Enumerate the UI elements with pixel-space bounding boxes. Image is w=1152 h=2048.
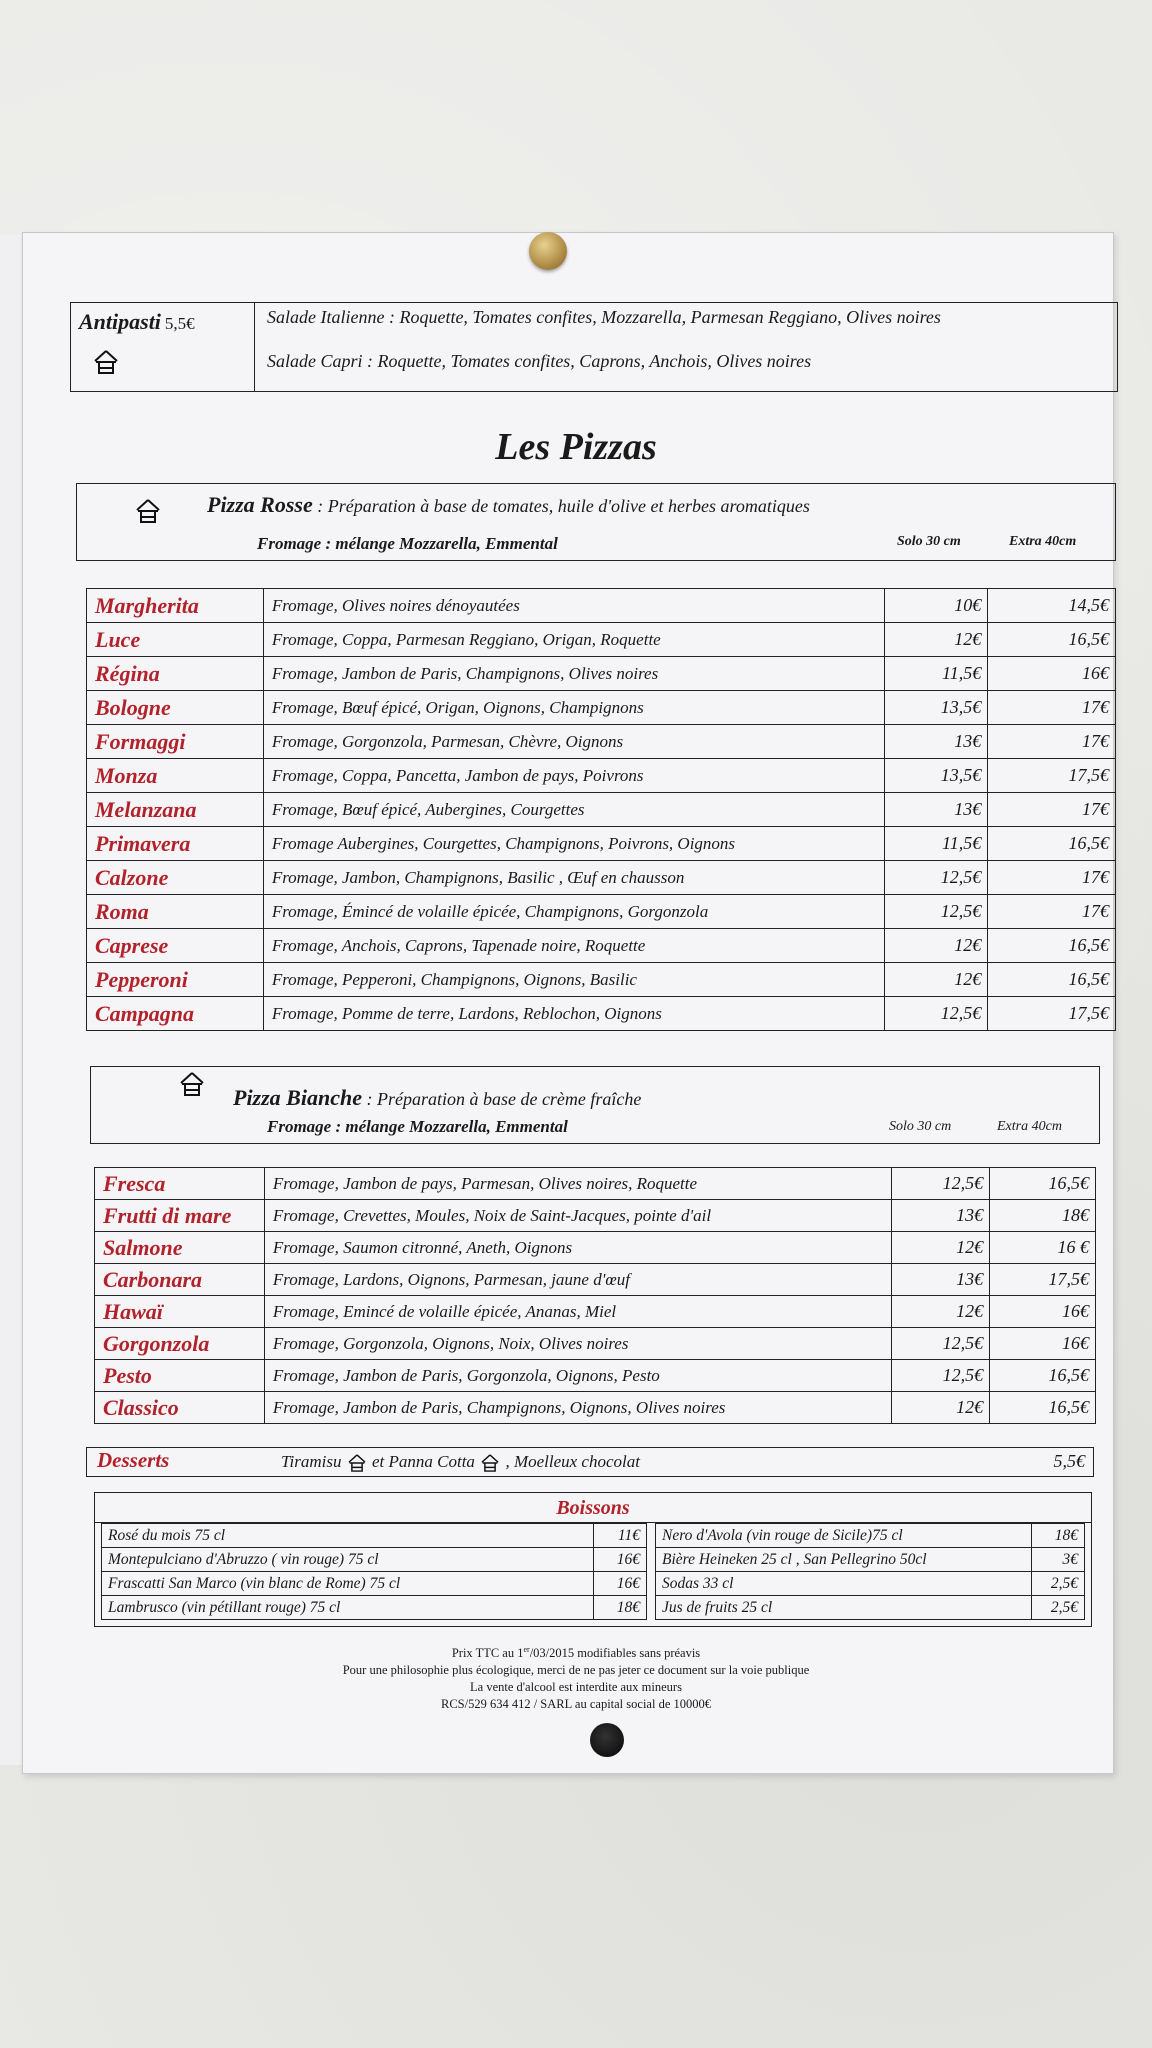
pizza-name: Primavera [87,827,264,861]
price-solo: 12,5€ [885,997,988,1031]
drink-row [656,1572,1085,1596]
price-extra: 17,5€ [990,1264,1096,1296]
price-extra: 16,5€ [990,1360,1096,1392]
drink-name: Frascatti San Marco (vin blanc de Rome) 75 cl [102,1572,594,1596]
drink-price: 18€ [1032,1524,1085,1548]
pizza-name: Gorgonzola [95,1328,265,1360]
pizza-ingredients: Fromage, Jambon de Paris, Champignons, Olives noires [263,657,885,691]
pizza-row [87,657,1116,691]
price-solo: 12,5€ [892,1360,990,1392]
rosse-cheese: Fromage : mélange Mozzarella, Emmental [257,534,558,553]
price-extra: 17€ [988,861,1116,895]
drink-name: Rosé du mois 75 cl [102,1524,594,1548]
pizza-name: Pepperoni [87,963,264,997]
footer-alcohol-note: La vente d'alcool est interdite aux mineurs [470,1680,682,1695]
rosse-description: : Préparation à base de tomates, huile d'olive et herbes aromatiques [317,496,810,516]
vegetarian-icon [91,349,121,375]
drink-row [102,1572,647,1596]
bianche-cheese: Fromage : mélange Mozzarella, Emmental [267,1117,568,1136]
pizza-ingredients: Fromage, Pomme de terre, Lardons, Reblochon, Oignons [263,997,885,1031]
footer-price-note: Prix TTC au 1er/03/2015 modifiables sans préavis [451,1645,701,1661]
pizza-name: Pesto [95,1360,265,1392]
price-extra: 16€ [988,657,1116,691]
price-extra: 14,5€ [988,589,1116,623]
price-solo: 13,5€ [885,759,988,793]
pizza-row [87,929,1116,963]
price-extra: 16,5€ [988,827,1116,861]
price-extra: 17€ [988,895,1116,929]
pizza-name: Luce [87,623,264,657]
price-solo: 10€ [885,589,988,623]
pizza-ingredients: Fromage, Olives noires dénoyautées [263,589,885,623]
price-extra: 16,5€ [990,1168,1096,1200]
price-extra: 17€ [988,793,1116,827]
footer [0,1641,1152,1713]
pizza-row [95,1200,1096,1232]
drink-row [102,1524,647,1548]
pin-hole [590,1723,624,1757]
pizza-name: Caprese [87,929,264,963]
pizza-name: Calzone [87,861,264,895]
pizza-ingredients: Fromage, Émincé de volaille épicée, Champignons, Gorgonzola [263,895,885,929]
price-solo: 13,5€ [885,691,988,725]
desserts-price: 5,5€ [1053,1451,1085,1471]
drink-row [656,1548,1085,1572]
drink-row [102,1548,647,1572]
drink-name: Nero d'Avola (vin rouge de Sicile)75 cl [656,1524,1032,1548]
price-solo: 13€ [885,793,988,827]
pizza-name: Roma [87,895,264,929]
price-solo: 12,5€ [885,861,988,895]
pizza-ingredients: Fromage, Saumon citronné, Aneth, Oignons [264,1232,891,1264]
price-extra: 16 € [990,1232,1096,1264]
desserts-title: Desserts [97,1448,170,1472]
price-extra: 16€ [990,1296,1096,1328]
pizza-ingredients: Fromage, Jambon de Paris, Champignons, Oignons, Olives noires [264,1392,891,1424]
pizza-row [95,1360,1096,1392]
bianche-name: Pizza Bianche [233,1085,362,1110]
drinks-box [94,1492,1092,1627]
pizza-name: Monza [87,759,264,793]
pizza-row [87,623,1116,657]
drink-price: 16€ [594,1572,647,1596]
pizza-row [87,691,1116,725]
pizza-ingredients: Fromage, Crevettes, Moules, Noix de Saint-Jacques, pointe d'ail [264,1200,891,1232]
drink-price: 3€ [1032,1548,1085,1572]
pizza-name: Carbonara [95,1264,265,1296]
price-solo: 12€ [892,1232,990,1264]
pizza-row [95,1328,1096,1360]
drink-price: 16€ [594,1548,647,1572]
pizza-row [95,1264,1096,1296]
pizza-ingredients: Fromage, Anchois, Caprons, Tapenade noire, Roquette [263,929,885,963]
antipasti-item: Salade Capri : Roquette, Tomates confites, Caprons, Anchois, Olives noires [267,351,812,371]
price-solo: 13€ [892,1200,990,1232]
drink-name: Bière Heineken 25 cl , San Pellegrino 50cl [656,1548,1032,1572]
vegetarian-icon [177,1071,207,1097]
bianche-size-solo: Solo 30 cm [889,1119,952,1134]
drink-row [656,1596,1085,1620]
thumbtack-icon [529,232,567,270]
bianche-size-extra: Extra 40cm [997,1119,1062,1134]
rosse-size-extra: Extra 40cm [1009,534,1077,549]
pizza-name: Melanzana [87,793,264,827]
price-solo: 13€ [885,725,988,759]
price-extra: 16,5€ [988,623,1116,657]
pizza-row [87,963,1116,997]
price-extra: 16,5€ [988,929,1116,963]
desserts-items [281,1452,640,1473]
antipasti-box [70,302,1118,392]
price-solo: 12€ [892,1392,990,1424]
footer-company-info: RCS/529 634 412 / SARL au capital social de 10000€ [440,1697,711,1712]
pizza-row [87,861,1116,895]
pizza-ingredients: Fromage, Bœuf épicé, Aubergines, Courgettes [263,793,885,827]
pizza-name: Margherita [87,589,264,623]
vegetarian-icon [133,498,163,524]
price-solo: 12€ [885,623,988,657]
vegetarian-icon [479,1453,501,1473]
pizza-row [87,895,1116,929]
rosse-size-solo: Solo 30 cm [897,534,961,549]
pizza-ingredients: Fromage, Jambon, Champignons, Basilic , Œuf en chausson [263,861,885,895]
price-solo: 13€ [892,1264,990,1296]
pizza-ingredients: Fromage, Emincé de volaille épicée, Ananas, Miel [264,1296,891,1328]
dessert-tiramisu: Tiramisu [281,1452,342,1471]
pizza-ingredients: Fromage, Jambon de pays, Parmesan, Olives noires, Roquette [264,1168,891,1200]
price-solo: 11,5€ [885,657,988,691]
drink-name: Lambrusco (vin pétillant rouge) 75 cl [102,1596,594,1620]
pizza-name: Classico [95,1392,265,1424]
drink-row [102,1596,647,1620]
pizza-name: Salmone [95,1232,265,1264]
pizza-row [87,589,1116,623]
drink-row [656,1524,1085,1548]
antipasti-price: 5,5€ [164,314,195,333]
pizza-row [87,759,1116,793]
drink-price: 11€ [594,1524,647,1548]
bianche-header-box [90,1066,1100,1144]
drink-name: Sodas 33 cl [656,1572,1032,1596]
drink-price: 2,5€ [1032,1572,1085,1596]
rosse-header-box [76,483,1116,561]
rosse-name: Pizza Rosse [207,492,313,517]
drinks-title: Boissons [95,1493,1091,1523]
footer-eco-note: Pour une philosophie plus écologique, merci de ne pas jeter ce document sur la voie publique [342,1663,810,1678]
antipasti-title: Antipasti 5,5€ [79,309,195,334]
price-extra: 17,5€ [988,997,1116,1031]
pizza-ingredients: Fromage, Jambon de Paris, Gorgonzola, Oignons, Pesto [264,1360,891,1392]
drink-name: Montepulciano d'Abruzzo ( vin rouge) 75 cl [102,1548,594,1572]
bianche-pizza-table [94,1167,1096,1424]
rosse-pizza-table [86,588,1116,1031]
pizza-row [95,1232,1096,1264]
pizza-name: Fresca [95,1168,265,1200]
price-extra: 16,5€ [990,1392,1096,1424]
pizza-ingredients: Fromage, Bœuf épicé, Origan, Oignons, Champignons [263,691,885,725]
page-title: Les Pizzas [495,426,657,468]
pizza-ingredients: Fromage, Coppa, Pancetta, Jambon de pays, Poivrons [263,759,885,793]
price-extra: 17€ [988,725,1116,759]
pizza-row [95,1392,1096,1424]
price-extra: 18€ [990,1200,1096,1232]
pizza-row [95,1296,1096,1328]
drink-name: Jus de fruits 25 cl [656,1596,1032,1620]
drinks-table-right [655,1523,1085,1620]
pizza-name: Campagna [87,997,264,1031]
vegetarian-icon [346,1453,368,1473]
bianche-heading [233,1085,641,1111]
price-extra: 16€ [990,1328,1096,1360]
price-solo: 12€ [885,963,988,997]
drink-price: 18€ [594,1596,647,1620]
pizza-row [87,725,1116,759]
pizza-ingredients: Fromage, Lardons, Oignons, Parmesan, jaune d'œuf [264,1264,891,1296]
antipasti-item: Salade Italienne : Roquette, Tomates confites, Mozzarella, Parmesan Reggiano, Olives noires [267,307,941,327]
pizza-name: Bologne [87,691,264,725]
price-solo: 12,5€ [892,1168,990,1200]
price-solo: 12,5€ [892,1328,990,1360]
price-solo: 11,5€ [885,827,988,861]
price-solo: 12€ [892,1296,990,1328]
pizza-ingredients: Fromage, Gorgonzola, Oignons, Noix, Olives noires [264,1328,891,1360]
pizza-row [87,997,1116,1031]
pizza-ingredients: Fromage, Gorgonzola, Parmesan, Chèvre, Oignons [263,725,885,759]
pizza-row [95,1168,1096,1200]
pizza-ingredients: Fromage, Coppa, Parmesan Reggiano, Origan, Roquette [263,623,885,657]
desserts-box [86,1447,1094,1477]
drink-price: 2,5€ [1032,1596,1085,1620]
pizza-name: Frutti di mare [95,1200,265,1232]
price-extra: 17€ [988,691,1116,725]
pizza-name: Formaggi [87,725,264,759]
pizza-name: Hawaï [95,1296,265,1328]
bianche-description: : Préparation à base de crème fraîche [366,1089,642,1109]
dessert-moelleux: , Moelleux chocolat [505,1452,640,1471]
pizza-ingredients: Fromage, Pepperoni, Champignons, Oignons, Basilic [263,963,885,997]
rosse-heading [207,492,810,518]
dessert-panna-cotta: et Panna Cotta [371,1452,475,1471]
pizza-row [87,793,1116,827]
price-solo: 12,5€ [885,895,988,929]
drinks-table-left [101,1523,647,1620]
pizza-name: Régina [87,657,264,691]
price-extra: 17,5€ [988,759,1116,793]
pizza-ingredients: Fromage Aubergines, Courgettes, Champignons, Poivrons, Oignons [263,827,885,861]
price-solo: 12€ [885,929,988,963]
pizza-row [87,827,1116,861]
price-extra: 16,5€ [988,963,1116,997]
